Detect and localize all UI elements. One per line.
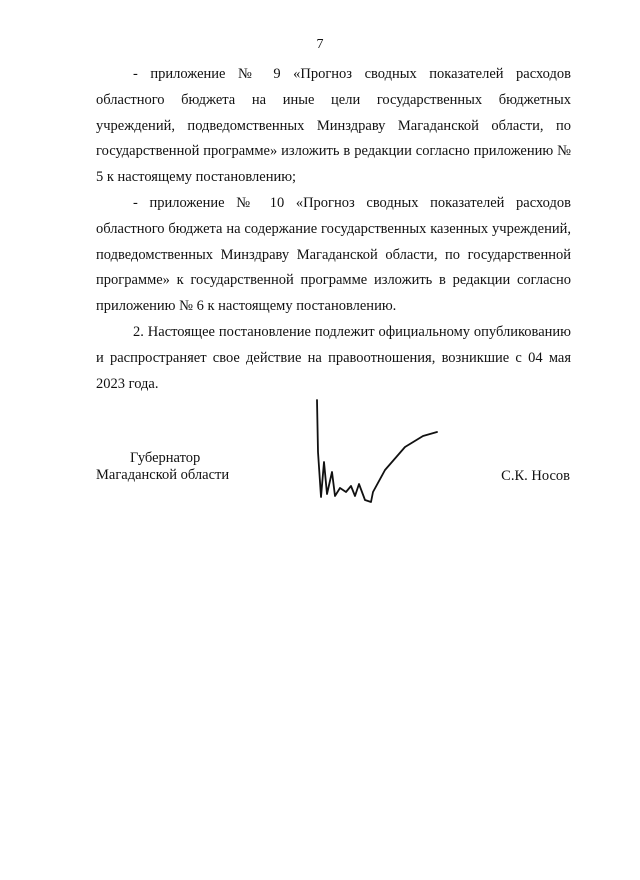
page-number: 7 (316, 37, 324, 52)
paragraph-publication: 2. Настоящее постановление подлежит официальному опубликованию и распространяет свое действие на правоотношения, возникшие с 04 мая 2023 года. (96, 323, 571, 392)
handwritten-signature (305, 392, 445, 522)
signatory-title-line-2: Магаданской области (96, 467, 230, 483)
signatory-title (96, 450, 229, 484)
signatory-name: С.К. Носов (501, 468, 570, 484)
paragraph-appendix-10: - приложение № 10 «Прогноз сводных показателей расходов областного бюджета на содержание государственных казенных учреждений, подведомственных Минздраву Магаданской области, по государственной программе» к государственной программе изложить в редакции согласно приложению № 6 к настоящему постановлению. (96, 194, 571, 315)
paragraph-appendix-9: - приложение № 9 «Прогноз сводных показателей расходов областного бюджета на иные цели государственных бюджетных учреждений, подведомственных Минздраву Магаданской области, по государственной программе» изложить в редакции согласно приложению № 5 к настоящему постановлению; (96, 66, 571, 186)
signatory-title-line-1: Губернатор (130, 450, 201, 466)
